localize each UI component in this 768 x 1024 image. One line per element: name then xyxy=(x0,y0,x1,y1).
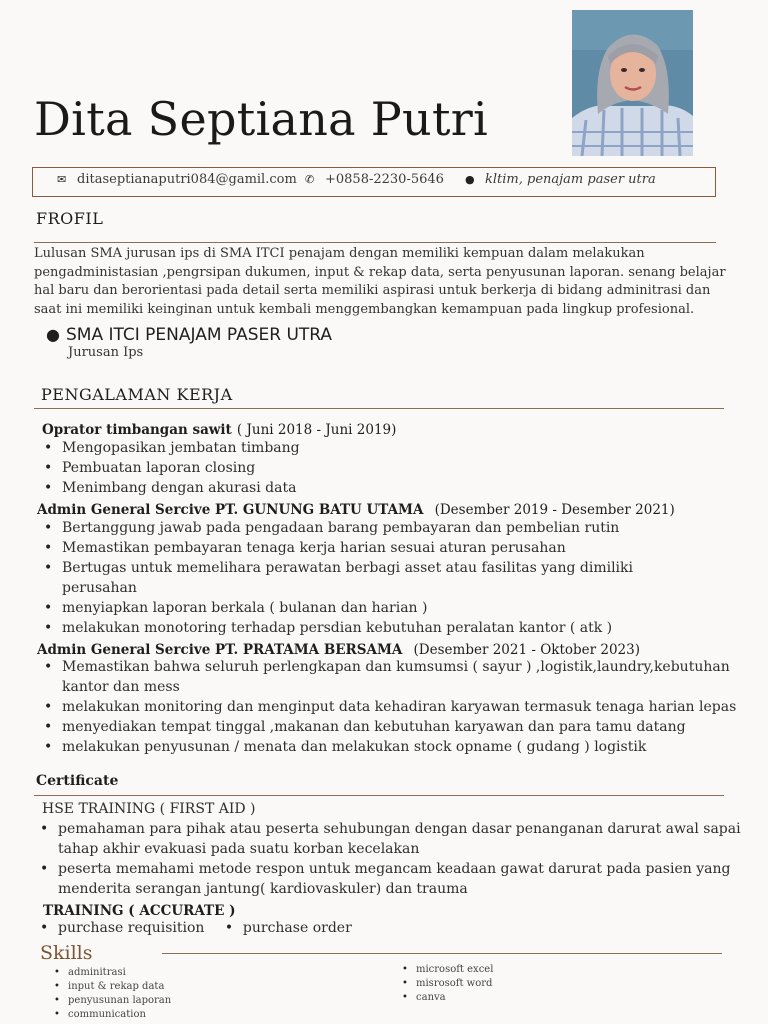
list-item: • Pembuatan laporan closing xyxy=(42,458,300,478)
job-header xyxy=(37,639,640,658)
hse-training-title: HSE TRAINING ( FIRST AID ) xyxy=(42,801,256,817)
list-item-continuation: tahap akhir evakuasi pada suatu korban kecelakan xyxy=(58,841,420,857)
bullet-icon: ● xyxy=(46,325,60,344)
list-item: • peserta memahami metode respon untuk megancam keadaan gawat darurat pada pasien yang xyxy=(38,859,741,879)
job-duties xyxy=(42,438,300,498)
skills-divider xyxy=(162,953,722,954)
list-item: • purchase order xyxy=(223,918,352,938)
phone-text: +0858-2230-5646 xyxy=(325,172,444,187)
skill-item: • misrosoft word xyxy=(400,977,493,991)
list-item: • melakukan penyusunan / menata dan melakukan stock opname ( gudang ) logistik xyxy=(42,737,736,757)
school-name: SMA ITCI PENAJAM PASER UTRA xyxy=(66,325,333,345)
job-header xyxy=(42,419,396,438)
job-title: Oprator timbangan sawit xyxy=(42,422,232,438)
list-item: • menyiapkan laporan berkala ( bulanan dan harian ) xyxy=(42,598,633,618)
globe-icon: ● xyxy=(465,173,475,186)
profile-summary xyxy=(34,245,734,319)
job-date: (Desember 2019 - Desember 2021) xyxy=(434,502,675,518)
list-item: • purchase requisition xyxy=(38,918,204,938)
job-date: (Desember 2021 - Oktober 2023) xyxy=(413,642,640,658)
experience-heading: PENGALAMAN KERJA xyxy=(41,385,233,404)
list-item-continuation: kantor dan mess xyxy=(62,679,180,695)
certificate-divider xyxy=(34,795,724,796)
profile-line: saat ini memiliki keinginan untuk kembali menggembangkan kemampuan pada lingkup profesional. xyxy=(34,301,695,317)
job-header xyxy=(37,499,675,518)
skill-item: • input & rekap data xyxy=(52,980,171,994)
list-item-continuation: perusahan xyxy=(62,580,137,596)
candidate-name: Dita Septiana Putri xyxy=(34,92,489,146)
contact-phone[interactable] xyxy=(305,172,444,187)
profile-heading: FROFIL xyxy=(36,209,104,228)
job-title: Admin General Sercive PT. GUNUNG BATU UTAMA xyxy=(37,502,424,518)
envelope-icon: ✉ xyxy=(57,173,67,186)
skill-item: • microsoft excel xyxy=(400,963,493,977)
skill-item: • penyusunan laporan xyxy=(52,994,171,1008)
profile-line: hal baru dan berorientasi pada detail serta memiliki aspirasi untuk berkerja di bidang adminitrasi dan xyxy=(34,283,711,298)
profile-photo xyxy=(572,10,693,156)
contact-bar xyxy=(32,167,716,197)
phone-icon: ✆ xyxy=(305,173,315,186)
list-item: • Mengopasikan jembatan timbang xyxy=(42,438,300,458)
skills-heading: Skills xyxy=(40,942,93,964)
education-major: Jurusan Ips xyxy=(68,345,144,360)
experience-divider xyxy=(34,408,724,409)
skill-item: • communication xyxy=(52,1008,171,1022)
list-item: • Menimbang dengan akurasi data xyxy=(42,478,300,498)
list-item: • pemahaman para pihak atau peserta sehubungan dengan dasar penanganan darurat awal sapai xyxy=(38,819,741,839)
skills-list-right xyxy=(400,963,493,1005)
accurate-training-list xyxy=(38,918,352,938)
skills-list-left xyxy=(52,966,171,1022)
job-duties xyxy=(42,657,736,757)
accurate-training-title: TRAINING ( ACCURATE ) xyxy=(43,903,236,919)
job-date: ( Juni 2018 - Juni 2019) xyxy=(236,422,397,438)
hse-training-list xyxy=(38,819,741,899)
list-item-continuation: menderita serangan jantung( kardiovaskuler) dan trauma xyxy=(58,881,468,897)
skill-item: • canva xyxy=(400,991,493,1005)
list-item: • Memastikan pembayaran tenaga kerja harian sesuai aturan perusahan xyxy=(42,538,633,558)
list-item: • menyediakan tempat tinggal ,makanan dan kebutuhan karyawan dan para tamu datang xyxy=(42,717,736,737)
profile-line: pengadministasian ,pengrsipan dukumen, input & rekap data, serta penyusunan laporan. senang belajar xyxy=(34,264,726,280)
certificate-heading: Certificate xyxy=(36,773,119,789)
skill-item: • adminitrasi xyxy=(52,966,171,980)
profile-line: Lulusan SMA jurusan ips di SMA ITCI penajam dengan memiliki kempuan dalam melakukan xyxy=(34,246,645,261)
contact-email[interactable] xyxy=(57,172,297,187)
list-item: • Bertanggung jawab pada pengadaan barang pembayaran dan pembelian rutin xyxy=(42,518,633,538)
list-item: • Memastikan bahwa seluruh perlengkapan dan kumsumsi ( sayur ) ,logistik,laundry,kebutuhan xyxy=(42,657,736,677)
profile-divider xyxy=(34,242,716,243)
email-text: ditaseptianaputri084@gamil.com xyxy=(77,172,297,187)
location-text: kltim, penajam paser utra xyxy=(485,172,656,187)
list-item: • melakukan monotoring terhadap persdian kebutuhan peralatan kantor ( atk ) xyxy=(42,618,633,638)
contact-location xyxy=(465,172,656,187)
education-school xyxy=(46,325,332,345)
job-title: Admin General Sercive PT. PRATAMA BERSAMA xyxy=(37,642,403,658)
job-duties xyxy=(42,518,633,638)
list-item: • Bertugas untuk memelihara perawatan berbagi asset atau fasilitas yang dimiliki xyxy=(42,558,633,578)
list-item: • melakukan monitoring dan menginput data kehadiran karyawan termasuk tenaga harian lepas xyxy=(42,697,736,717)
